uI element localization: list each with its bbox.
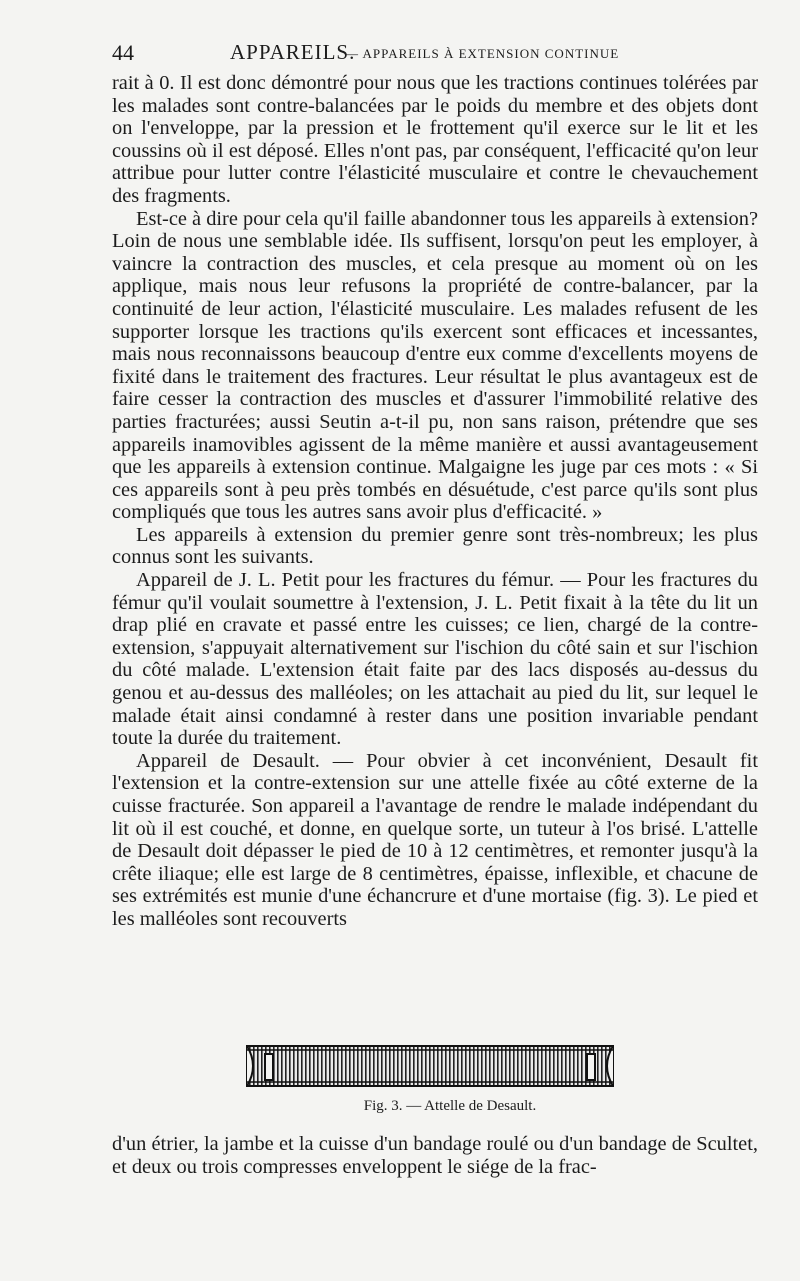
paragraph-3: Les appareils à extension du premier genre sont très-nombreux; les plus connus sont les suivants. xyxy=(112,523,758,569)
page-header xyxy=(112,40,758,70)
paragraph-4: Appareil de J. L. Petit pour les fractures du fémur. — Pour les fractures du fémur qu'il voulait soumettre à l'extension, J. L. Petit fixait à la tête du lit un drap plié en cravate et passé entre les cuisses; ce lien, chargé de la contre-extension, s'appuyait alternativement sur l'ischion du côté sain et sur l'ischion du côté malade. L'extension était faite par des lacs disposés au-dessus du genou et au-dessus des malléoles; on les attachait au pied du lit, sur lequel le malade était ainsi condamné à rester dans une position invariable pendant toute la durée du traitement. xyxy=(112,569,758,750)
paragraph-1: rait à 0. Il est donc démontré pour nous que les tractions continues tolérées par les malades sont contre-balancées par le poids du membre et des objets dont on l'enveloppe, par la pression et le frottement qu'il exerce sur le lit et les coussins où il est déposé. Elles n'ont pas, par conséquent, l'efficacité qu'on leur attribue pour lutter contre l'élasticité musculaire et contre le chevauchement des fragments. xyxy=(112,72,758,207)
splint-illustration xyxy=(245,1042,615,1090)
continuation-text: d'un étrier, la jambe et la cuisse d'un bandage roulé ou d'un bandage de Scultet, et deux ou trois compresses enveloppent le siége de la frac- xyxy=(112,1133,758,1178)
splint-drawing xyxy=(245,1042,615,1090)
paragraph-5: Appareil de Desault. — Pour obvier à cet inconvénient, Desault fit l'extension et la contre-extension sur une attelle fixée au côté externe de la cuisse fracturée. Son appareil a l'avantage de rendre le malade indépendant du lit où il est couché, et donne, en quelque sorte, un tuteur à l'os brisé. L'attelle de Desault doit dépasser le pied de 10 à 12 centimètres, et remonter jusqu'à la crête iliaque; elle est large de 8 centimètres, épaisse, inflexible, et chacune de ses extrémités est munie d'une échancrure et d'une mortaise (fig. 3). Le pied et les malléoles sont recouverts xyxy=(112,749,758,930)
running-title: APPAREILS. xyxy=(230,40,356,64)
page-number: 44 xyxy=(112,40,134,65)
figure-caption: Fig. 3. — Attelle de Desault. xyxy=(363,1098,537,1114)
paragraph-2: Est-ce à dire pour cela qu'il faille abandonner tous les appareils à extension? Loin de nous une semblable idée. Ils suffisent, lorsqu'on peut les employer, à vaincre la contraction des muscles, et cela presque au moment où on les applique, mais nous leur refusons la propriété de contre-balancer, par la continuité de leur action, l'élasticité musculaire. Les malades refusent de les supporter lorsque les tractions qu'ils exercent sont efficaces et incessantes, mais nous reconnaissons beaucoup d'entre eux comme d'excellents moyens de fixité dans le traitement des fractures. Leur résultat le plus avantageux est de faire cesser la contraction des muscles et d'assurer l'immobilité relative des parties fracturées; aussi Seutin a-t-il pu, non sans raison, prétendre que ses appareils inamovibles agissent de la même manière et aussi avantageusement que les appareils à extension continue. Malgaigne les juge par ces mots : « Si ces appareils sont à peu près tombés en désuétude, c'est parce qu'ils sont plus compliqués que tous les autres sans avoir plus d'efficacité. » xyxy=(112,207,758,524)
running-subtitle: — APPAREILS À EXTENSION CONTINUE xyxy=(345,46,620,61)
body-text xyxy=(112,72,758,931)
